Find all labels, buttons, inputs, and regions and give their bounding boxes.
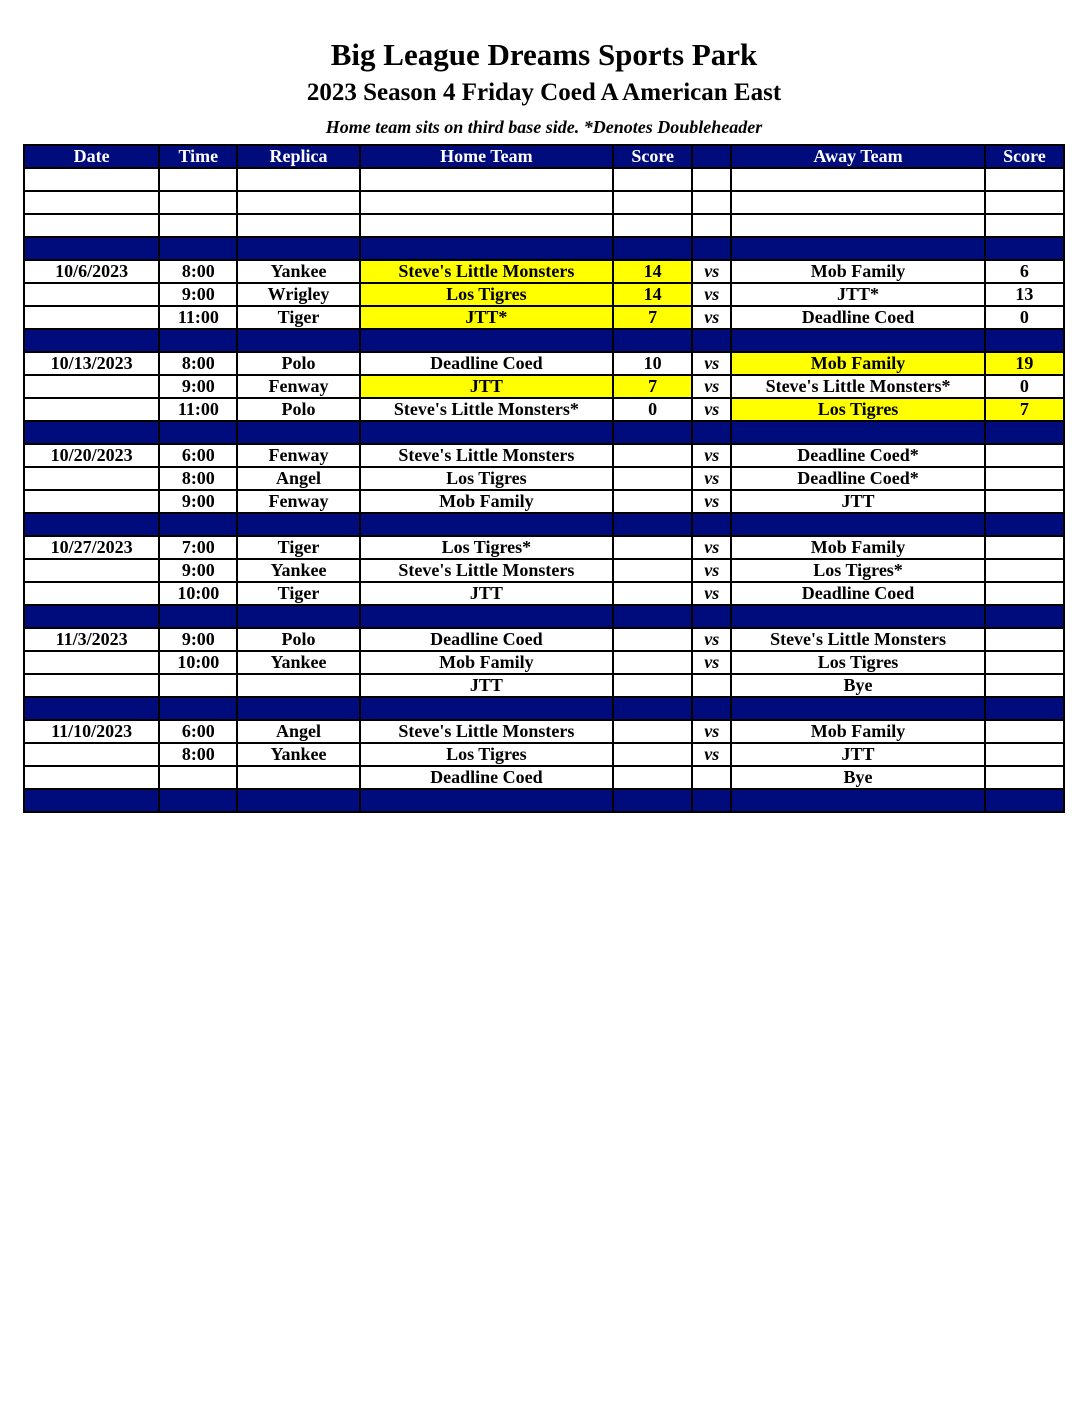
vs-cell: vs: [692, 283, 731, 306]
date-cell: [24, 605, 159, 628]
table-row: [24, 490, 1064, 513]
home-team-cell: Los Tigres*: [360, 536, 613, 559]
away-team-cell: [731, 329, 984, 352]
vs-cell: [692, 168, 731, 191]
date-cell: [24, 559, 159, 582]
away-score-cell: 0: [985, 375, 1064, 398]
home-team-cell: Los Tigres: [360, 467, 613, 490]
home-team-cell: [360, 513, 613, 536]
home-score-cell: [613, 329, 692, 352]
date-cell: 10/6/2023: [24, 260, 159, 283]
replica-cell: [237, 605, 359, 628]
col-header-home-team: Home Team: [360, 145, 613, 168]
vs-cell: [692, 421, 731, 444]
time-cell: [159, 697, 237, 720]
home-score-cell: [613, 789, 692, 812]
home-team-cell: Steve's Little Monsters: [360, 444, 613, 467]
date-cell: [24, 651, 159, 674]
time-cell: 7:00: [159, 536, 237, 559]
away-team-cell: Mob Family: [731, 536, 984, 559]
page-subtitle: 2023 Season 4 Friday Coed A American East: [306, 79, 782, 106]
date-cell: 11/10/2023: [24, 720, 159, 743]
home-score-cell: [613, 605, 692, 628]
schedule-note: Home team sits on third base side. *Denotes Doubleheader: [325, 117, 763, 137]
home-team-cell: Deadline Coed: [360, 352, 613, 375]
away-team-cell: [731, 421, 984, 444]
home-team-cell: Steve's Little Monsters: [360, 260, 613, 283]
home-team-cell: Steve's Little Monsters: [360, 559, 613, 582]
date-cell: [24, 766, 159, 789]
home-score-cell: [613, 467, 692, 490]
away-score-cell: [985, 559, 1064, 582]
away-team-cell: Deadline Coed*: [731, 467, 984, 490]
home-score-cell: [613, 490, 692, 513]
replica-cell: [237, 237, 359, 260]
date-cell: 10/27/2023: [24, 536, 159, 559]
replica-cell: [237, 513, 359, 536]
time-cell: [159, 214, 237, 237]
time-cell: [159, 674, 237, 697]
date-cell: 10/20/2023: [24, 444, 159, 467]
home-team-cell: JTT*: [360, 306, 613, 329]
col-header-away-team: Away Team: [731, 145, 984, 168]
separator-row: [24, 789, 1064, 812]
replica-cell: Tiger: [237, 536, 359, 559]
away-team-cell: Los Tigres: [731, 651, 984, 674]
replica-cell: Yankee: [237, 260, 359, 283]
time-cell: 9:00: [159, 559, 237, 582]
time-cell: 8:00: [159, 467, 237, 490]
home-team-cell: [360, 421, 613, 444]
vs-cell: [692, 237, 731, 260]
away-team-cell: Mob Family: [731, 720, 984, 743]
away-score-cell: [985, 444, 1064, 467]
home-team-cell: Steve's Little Monsters: [360, 720, 613, 743]
replica-cell: [237, 766, 359, 789]
table-row: [24, 260, 1064, 283]
replica-cell: Polo: [237, 628, 359, 651]
away-score-cell: [985, 697, 1064, 720]
table-row: [24, 559, 1064, 582]
home-team-cell: JTT: [360, 582, 613, 605]
home-score-cell: [613, 697, 692, 720]
home-team-cell: Los Tigres: [360, 283, 613, 306]
away-team-cell: [731, 513, 984, 536]
replica-cell: Fenway: [237, 444, 359, 467]
away-score-cell: [985, 214, 1064, 237]
vs-cell: vs: [692, 720, 731, 743]
table-row: [24, 582, 1064, 605]
home-team-cell: Los Tigres: [360, 743, 613, 766]
home-score-cell: 14: [613, 260, 692, 283]
home-score-cell: [613, 674, 692, 697]
page-title: Big League Dreams Sports Park: [330, 37, 758, 72]
home-score-cell: [613, 237, 692, 260]
away-team-cell: Steve's Little Monsters: [731, 628, 984, 651]
away-team-cell: JTT*: [731, 283, 984, 306]
away-team-cell: Steve's Little Monsters*: [731, 375, 984, 398]
date-cell: [24, 214, 159, 237]
home-team-cell: [360, 168, 613, 191]
away-score-cell: [985, 536, 1064, 559]
home-team-cell: Mob Family: [360, 651, 613, 674]
vs-cell: vs: [692, 398, 731, 421]
replica-cell: [237, 697, 359, 720]
col-header-home-score: Score: [613, 145, 692, 168]
away-team-cell: JTT: [731, 490, 984, 513]
away-team-cell: Mob Family: [731, 260, 984, 283]
time-cell: [159, 168, 237, 191]
away-score-cell: [985, 628, 1064, 651]
vs-cell: vs: [692, 467, 731, 490]
away-team-cell: [731, 214, 984, 237]
home-score-cell: [613, 720, 692, 743]
time-cell: [159, 789, 237, 812]
col-header-vs: [692, 145, 731, 168]
home-score-cell: [613, 513, 692, 536]
home-team-cell: [360, 214, 613, 237]
replica-cell: [237, 214, 359, 237]
home-score-cell: [613, 628, 692, 651]
table-row: [24, 306, 1064, 329]
away-team-cell: [731, 605, 984, 628]
vs-cell: [692, 214, 731, 237]
replica-cell: [237, 168, 359, 191]
time-cell: 6:00: [159, 720, 237, 743]
time-cell: [159, 766, 237, 789]
away-score-cell: [985, 467, 1064, 490]
home-score-cell: 7: [613, 306, 692, 329]
home-team-cell: [360, 329, 613, 352]
away-score-cell: 6: [985, 260, 1064, 283]
time-cell: [159, 329, 237, 352]
replica-cell: Tiger: [237, 582, 359, 605]
replica-cell: [237, 421, 359, 444]
vs-cell: [692, 766, 731, 789]
col-header-away-score: Score: [985, 145, 1064, 168]
date-cell: [24, 398, 159, 421]
table-row: [24, 651, 1064, 674]
header-row: [24, 145, 1064, 168]
away-team-cell: [731, 697, 984, 720]
replica-cell: Angel: [237, 720, 359, 743]
away-score-cell: [985, 191, 1064, 214]
table-row: [24, 375, 1064, 398]
vs-cell: vs: [692, 743, 731, 766]
time-cell: 9:00: [159, 375, 237, 398]
time-cell: [159, 191, 237, 214]
replica-cell: [237, 674, 359, 697]
date-cell: [24, 697, 159, 720]
table-row: [24, 743, 1064, 766]
vs-cell: vs: [692, 536, 731, 559]
away-score-cell: [985, 168, 1064, 191]
replica-cell: Yankee: [237, 559, 359, 582]
vs-cell: [692, 697, 731, 720]
home-team-cell: JTT: [360, 375, 613, 398]
away-team-cell: Deadline Coed: [731, 582, 984, 605]
separator-row: [24, 697, 1064, 720]
away-score-cell: [985, 766, 1064, 789]
table-row: [24, 628, 1064, 651]
away-team-cell: Bye: [731, 674, 984, 697]
time-cell: 9:00: [159, 490, 237, 513]
away-score-cell: 7: [985, 398, 1064, 421]
home-score-cell: 14: [613, 283, 692, 306]
away-score-cell: [985, 582, 1064, 605]
separator-row: [24, 237, 1064, 260]
table-row: [24, 444, 1064, 467]
time-cell: 10:00: [159, 651, 237, 674]
time-cell: [159, 421, 237, 444]
time-cell: [159, 605, 237, 628]
date-cell: [24, 375, 159, 398]
home-score-cell: [613, 582, 692, 605]
table-row: [24, 720, 1064, 743]
vs-cell: vs: [692, 352, 731, 375]
separator-row: [24, 421, 1064, 444]
away-score-cell: [985, 513, 1064, 536]
away-score-cell: [985, 789, 1064, 812]
replica-cell: Tiger: [237, 306, 359, 329]
home-score-cell: 10: [613, 352, 692, 375]
vs-cell: vs: [692, 651, 731, 674]
away-score-cell: [985, 421, 1064, 444]
home-score-cell: [613, 766, 692, 789]
schedule-body: [24, 168, 1064, 812]
home-score-cell: [613, 743, 692, 766]
away-team-cell: [731, 168, 984, 191]
replica-cell: Fenway: [237, 375, 359, 398]
home-score-cell: [613, 191, 692, 214]
date-cell: [24, 743, 159, 766]
time-cell: 9:00: [159, 283, 237, 306]
separator-row: [24, 605, 1064, 628]
time-cell: 8:00: [159, 743, 237, 766]
away-score-cell: [985, 720, 1064, 743]
date-cell: [24, 191, 159, 214]
date-cell: [24, 237, 159, 260]
blank-row: [24, 214, 1064, 237]
away-team-cell: Deadline Coed: [731, 306, 984, 329]
date-cell: 11/3/2023: [24, 628, 159, 651]
blank-row: [24, 191, 1064, 214]
vs-cell: [692, 789, 731, 812]
replica-cell: Yankee: [237, 743, 359, 766]
home-score-cell: 0: [613, 398, 692, 421]
time-cell: [159, 513, 237, 536]
home-score-cell: 7: [613, 375, 692, 398]
replica-cell: [237, 789, 359, 812]
time-cell: 11:00: [159, 398, 237, 421]
home-score-cell: [613, 168, 692, 191]
vs-cell: vs: [692, 444, 731, 467]
away-team-cell: Mob Family: [731, 352, 984, 375]
away-score-cell: 0: [985, 306, 1064, 329]
vs-cell: [692, 329, 731, 352]
away-team-cell: Los Tigres*: [731, 559, 984, 582]
home-team-cell: Steve's Little Monsters*: [360, 398, 613, 421]
home-score-cell: [613, 559, 692, 582]
home-score-cell: [613, 421, 692, 444]
replica-cell: Fenway: [237, 490, 359, 513]
separator-row: [24, 513, 1064, 536]
date-cell: [24, 306, 159, 329]
away-score-cell: 19: [985, 352, 1064, 375]
away-score-cell: [985, 605, 1064, 628]
time-cell: [159, 237, 237, 260]
table-row: [24, 766, 1064, 789]
home-score-cell: [613, 444, 692, 467]
separator-row: [24, 329, 1064, 352]
vs-cell: [692, 191, 731, 214]
vs-cell: [692, 605, 731, 628]
away-team-cell: [731, 191, 984, 214]
away-score-cell: [985, 743, 1064, 766]
vs-cell: vs: [692, 628, 731, 651]
date-cell: [24, 168, 159, 191]
time-cell: 8:00: [159, 352, 237, 375]
date-cell: [24, 421, 159, 444]
away-team-cell: [731, 789, 984, 812]
date-cell: [24, 467, 159, 490]
away-team-cell: Los Tigres: [731, 398, 984, 421]
schedule-table: [23, 144, 1065, 813]
date-cell: [24, 674, 159, 697]
replica-cell: Wrigley: [237, 283, 359, 306]
date-cell: [24, 490, 159, 513]
home-team-cell: Deadline Coed: [360, 766, 613, 789]
home-team-cell: [360, 605, 613, 628]
time-cell: 11:00: [159, 306, 237, 329]
away-team-cell: JTT: [731, 743, 984, 766]
home-team-cell: Mob Family: [360, 490, 613, 513]
blank-row: [24, 168, 1064, 191]
time-cell: 10:00: [159, 582, 237, 605]
vs-cell: vs: [692, 306, 731, 329]
away-score-cell: [985, 490, 1064, 513]
vs-cell: vs: [692, 260, 731, 283]
home-team-cell: [360, 237, 613, 260]
home-team-cell: JTT: [360, 674, 613, 697]
date-cell: [24, 283, 159, 306]
col-header-replica: Replica: [237, 145, 359, 168]
date-cell: 10/13/2023: [24, 352, 159, 375]
time-cell: 8:00: [159, 260, 237, 283]
away-score-cell: 13: [985, 283, 1064, 306]
home-team-cell: [360, 789, 613, 812]
date-cell: [24, 513, 159, 536]
table-row: [24, 352, 1064, 375]
replica-cell: Polo: [237, 398, 359, 421]
away-score-cell: [985, 651, 1064, 674]
home-team-cell: Deadline Coed: [360, 628, 613, 651]
away-score-cell: [985, 674, 1064, 697]
col-header-date: Date: [24, 145, 159, 168]
home-team-cell: [360, 191, 613, 214]
col-header-time: Time: [159, 145, 237, 168]
vs-cell: vs: [692, 490, 731, 513]
replica-cell: Yankee: [237, 651, 359, 674]
replica-cell: [237, 191, 359, 214]
away-score-cell: [985, 329, 1064, 352]
time-cell: 6:00: [159, 444, 237, 467]
table-row: [24, 536, 1064, 559]
away-team-cell: Deadline Coed*: [731, 444, 984, 467]
replica-cell: [237, 329, 359, 352]
home-team-cell: [360, 697, 613, 720]
table-row: [24, 674, 1064, 697]
vs-cell: vs: [692, 582, 731, 605]
vs-cell: vs: [692, 559, 731, 582]
date-cell: [24, 329, 159, 352]
vs-cell: vs: [692, 375, 731, 398]
away-team-cell: [731, 237, 984, 260]
vs-cell: [692, 513, 731, 536]
time-cell: 9:00: [159, 628, 237, 651]
table-row: [24, 283, 1064, 306]
home-score-cell: [613, 536, 692, 559]
table-row: [24, 467, 1064, 490]
replica-cell: Angel: [237, 467, 359, 490]
home-score-cell: [613, 214, 692, 237]
away-score-cell: [985, 237, 1064, 260]
table-row: [24, 398, 1064, 421]
replica-cell: Polo: [237, 352, 359, 375]
away-team-cell: Bye: [731, 766, 984, 789]
vs-cell: [692, 674, 731, 697]
home-score-cell: [613, 651, 692, 674]
date-cell: [24, 582, 159, 605]
date-cell: [24, 789, 159, 812]
